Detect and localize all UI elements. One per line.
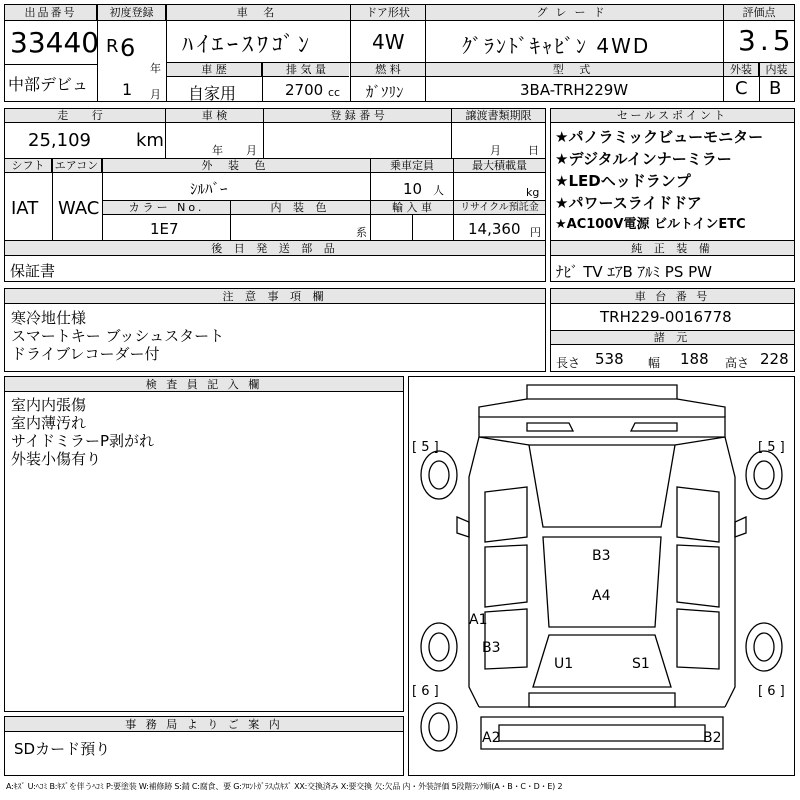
- office-note: SDカード預り: [14, 740, 111, 758]
- recycle-fee: 14,360: [468, 220, 521, 238]
- month-unit: 月: [150, 88, 161, 101]
- height-label: 高さ: [725, 356, 750, 370]
- tire-rl-grade: [ 6 ]: [412, 684, 439, 699]
- displacement: 2700: [285, 81, 324, 99]
- transfer-day: 日: [528, 144, 539, 157]
- intcolor-label: 内 装 色: [231, 201, 370, 215]
- front-bumper: [527, 385, 677, 399]
- grade: ｸﾞﾗﾝﾄﾞｷｬﾋﾞﾝ 4WD: [462, 34, 651, 58]
- caution-line: 寒冷地仕様: [11, 309, 87, 327]
- doors: 4W: [372, 30, 405, 54]
- score-label: 評価点: [724, 5, 794, 21]
- height: 228: [760, 350, 789, 368]
- model: 3BA-TRH229W: [520, 81, 629, 99]
- sales-points-label: セールスポイント: [551, 109, 794, 123]
- inspector-line: サイドミラーP剥がれ: [11, 432, 154, 450]
- history: 自家用: [188, 84, 237, 103]
- exterior-label: 外装: [724, 63, 759, 77]
- car-diagram: [409, 377, 794, 775]
- tire-fl-grade: [ 5 ]: [412, 440, 439, 455]
- inspector-lines: [5, 396, 401, 468]
- reg-year: 6: [120, 34, 136, 62]
- tire-rr-grade: [ 6 ]: [758, 684, 785, 699]
- ac-label: エアコン: [52, 159, 102, 173]
- inspection-label: 車 検: [166, 109, 263, 123]
- sales-point: ★AC100V電源 ビルトインETC: [555, 217, 746, 232]
- rear-panel: [529, 693, 675, 707]
- capacity-label: 乗車定員: [371, 159, 453, 173]
- tire-front-left: [421, 451, 457, 499]
- tire-fr-grade: [ 5 ]: [758, 440, 785, 455]
- displacement-label: 排 気 量: [263, 63, 349, 77]
- shift: IAT: [11, 198, 39, 219]
- color-number: 1E7: [150, 220, 179, 238]
- damage-mark: B3: [482, 640, 501, 656]
- damage-mark: A2: [482, 730, 501, 746]
- first-reg-label: 初度登録: [98, 5, 166, 21]
- caution-label: 注 意 事 項 欄: [5, 289, 545, 304]
- later-parts: 保証書: [10, 262, 56, 280]
- year-unit: 年: [150, 62, 161, 75]
- reg-number-label: 登 録 番 号: [264, 109, 451, 123]
- tire-rear-left: [421, 623, 457, 671]
- color-label: 外 装 色: [103, 159, 370, 173]
- sales-point: ★LEDヘッドランプ: [555, 172, 691, 190]
- capacity-unit: 人: [433, 184, 444, 197]
- inspector-label: 検 査 員 記 入 欄: [5, 377, 403, 392]
- headlight-left: [527, 423, 573, 431]
- inspection-year: 年: [212, 144, 223, 157]
- fuel-label: 燃 料: [351, 63, 425, 77]
- sales-point: ★パノラミックビューモニター: [555, 128, 764, 146]
- headlight-right: [631, 423, 677, 431]
- sales-point: ★パワースライドドア: [555, 194, 702, 212]
- damage-mark: U1: [554, 656, 574, 672]
- damage-mark: B2: [703, 730, 722, 746]
- inspection-month: 月: [246, 144, 257, 157]
- grade-label: グレード: [426, 5, 723, 21]
- tire-rear-right: [746, 623, 782, 671]
- model-label: 型 式: [426, 63, 723, 77]
- length-label: 長さ: [556, 356, 581, 370]
- shift-label: シフト: [5, 159, 52, 173]
- caution-line: スマートキー ブッシュスタート: [11, 327, 225, 345]
- reg-month: 1: [122, 80, 133, 99]
- mileage-unit: km: [136, 130, 164, 151]
- chassis-label: 車 台 番 号: [551, 289, 794, 304]
- dims-label: 諸 元: [551, 331, 794, 345]
- load-unit: kg: [526, 186, 540, 199]
- damage-mark: B3: [592, 548, 611, 564]
- damage-mark: A4: [592, 588, 611, 604]
- recycle-label: リサイクル預託金: [454, 201, 545, 215]
- chassis-number: TRH229-0016778: [600, 308, 732, 326]
- interior-label: 内装: [759, 63, 794, 77]
- rear-bumper: [481, 717, 723, 749]
- windshield: [529, 445, 675, 527]
- displacement-unit: cc: [328, 86, 341, 99]
- history-label: 車 歴: [167, 63, 262, 77]
- mileage: 25,109: [28, 130, 91, 151]
- lot-number: 33440: [10, 26, 100, 59]
- fuel: ｶﾞｿﾘﾝ: [366, 83, 404, 101]
- recycle-unit: 円: [530, 226, 541, 239]
- caution-lines: [5, 309, 543, 363]
- sales-points-list: [551, 126, 794, 236]
- ac: WAC: [58, 198, 100, 219]
- car-name: ﾊｲｴｰｽﾜｺﾞﾝ: [182, 33, 314, 58]
- lot-label: 出品番号: [5, 5, 97, 21]
- transfer-label: 譲渡書類期限: [452, 109, 545, 123]
- mileage-label: 走 行: [5, 109, 165, 123]
- equipment-label: 純 正 装 備: [551, 241, 794, 256]
- width-label: 幅: [648, 356, 661, 370]
- caution-line: ドライブレコーダー付: [11, 345, 160, 363]
- inspector-line: 室内薄汚れ: [11, 414, 87, 432]
- car-name-label: 車 名: [167, 5, 350, 21]
- colorno-label: カラー No.: [103, 201, 230, 215]
- transfer-month: 月: [490, 144, 501, 157]
- body-left: [469, 437, 529, 707]
- debut-label: 中部デビュ: [8, 75, 89, 94]
- equipment: ﾅﾋﾞ TV ｴｱB ｱﾙﾐ PS PW: [556, 263, 712, 281]
- legend: A:ｷｽﾞ U:ﾍｺﾐ B:ｷｽﾞを伴うﾍｺﾐ P:要塗装 W:補修跡 S:錆 C:腐食、要 G:ﾌﾛﾝﾄｶﾞﾗｽ点ｷｽﾞ XX:交換済み X:要交換 欠:欠品 内・外装評価 5段階ﾗﾝｸ順(A・B・C・D・E) 2: [6, 782, 563, 791]
- era: R: [106, 36, 119, 57]
- office-label: 事 務 局 よ り ご 案 内: [5, 717, 403, 732]
- intcolor-unit: 系: [356, 226, 367, 239]
- tire-front-right: [746, 451, 782, 499]
- score: 3.5: [738, 24, 795, 57]
- front-panel: [479, 417, 725, 437]
- later-parts-label: 後 日 発 送 部 品: [5, 241, 545, 256]
- width: 188: [680, 350, 709, 368]
- interior-grade: B: [769, 78, 782, 99]
- damage-mark: A1: [469, 612, 488, 628]
- sales-point: ★デジタルインナーミラー: [555, 150, 732, 168]
- capacity: 10: [403, 180, 423, 198]
- length: 538: [595, 350, 624, 368]
- import-label: 輸 入 車: [371, 201, 453, 215]
- damage-mark: S1: [632, 656, 650, 672]
- doors-label: ドア形状: [351, 5, 425, 21]
- color: ｼﾙﾊﾞｰ: [190, 180, 228, 198]
- spare-tire: [421, 703, 457, 751]
- inspector-line: 室内内張傷: [11, 396, 87, 414]
- load-label: 最大積載量: [454, 159, 545, 173]
- inspector-line: 外装小傷有り: [11, 450, 102, 468]
- body-right: [675, 437, 735, 707]
- exterior-grade: C: [735, 78, 748, 99]
